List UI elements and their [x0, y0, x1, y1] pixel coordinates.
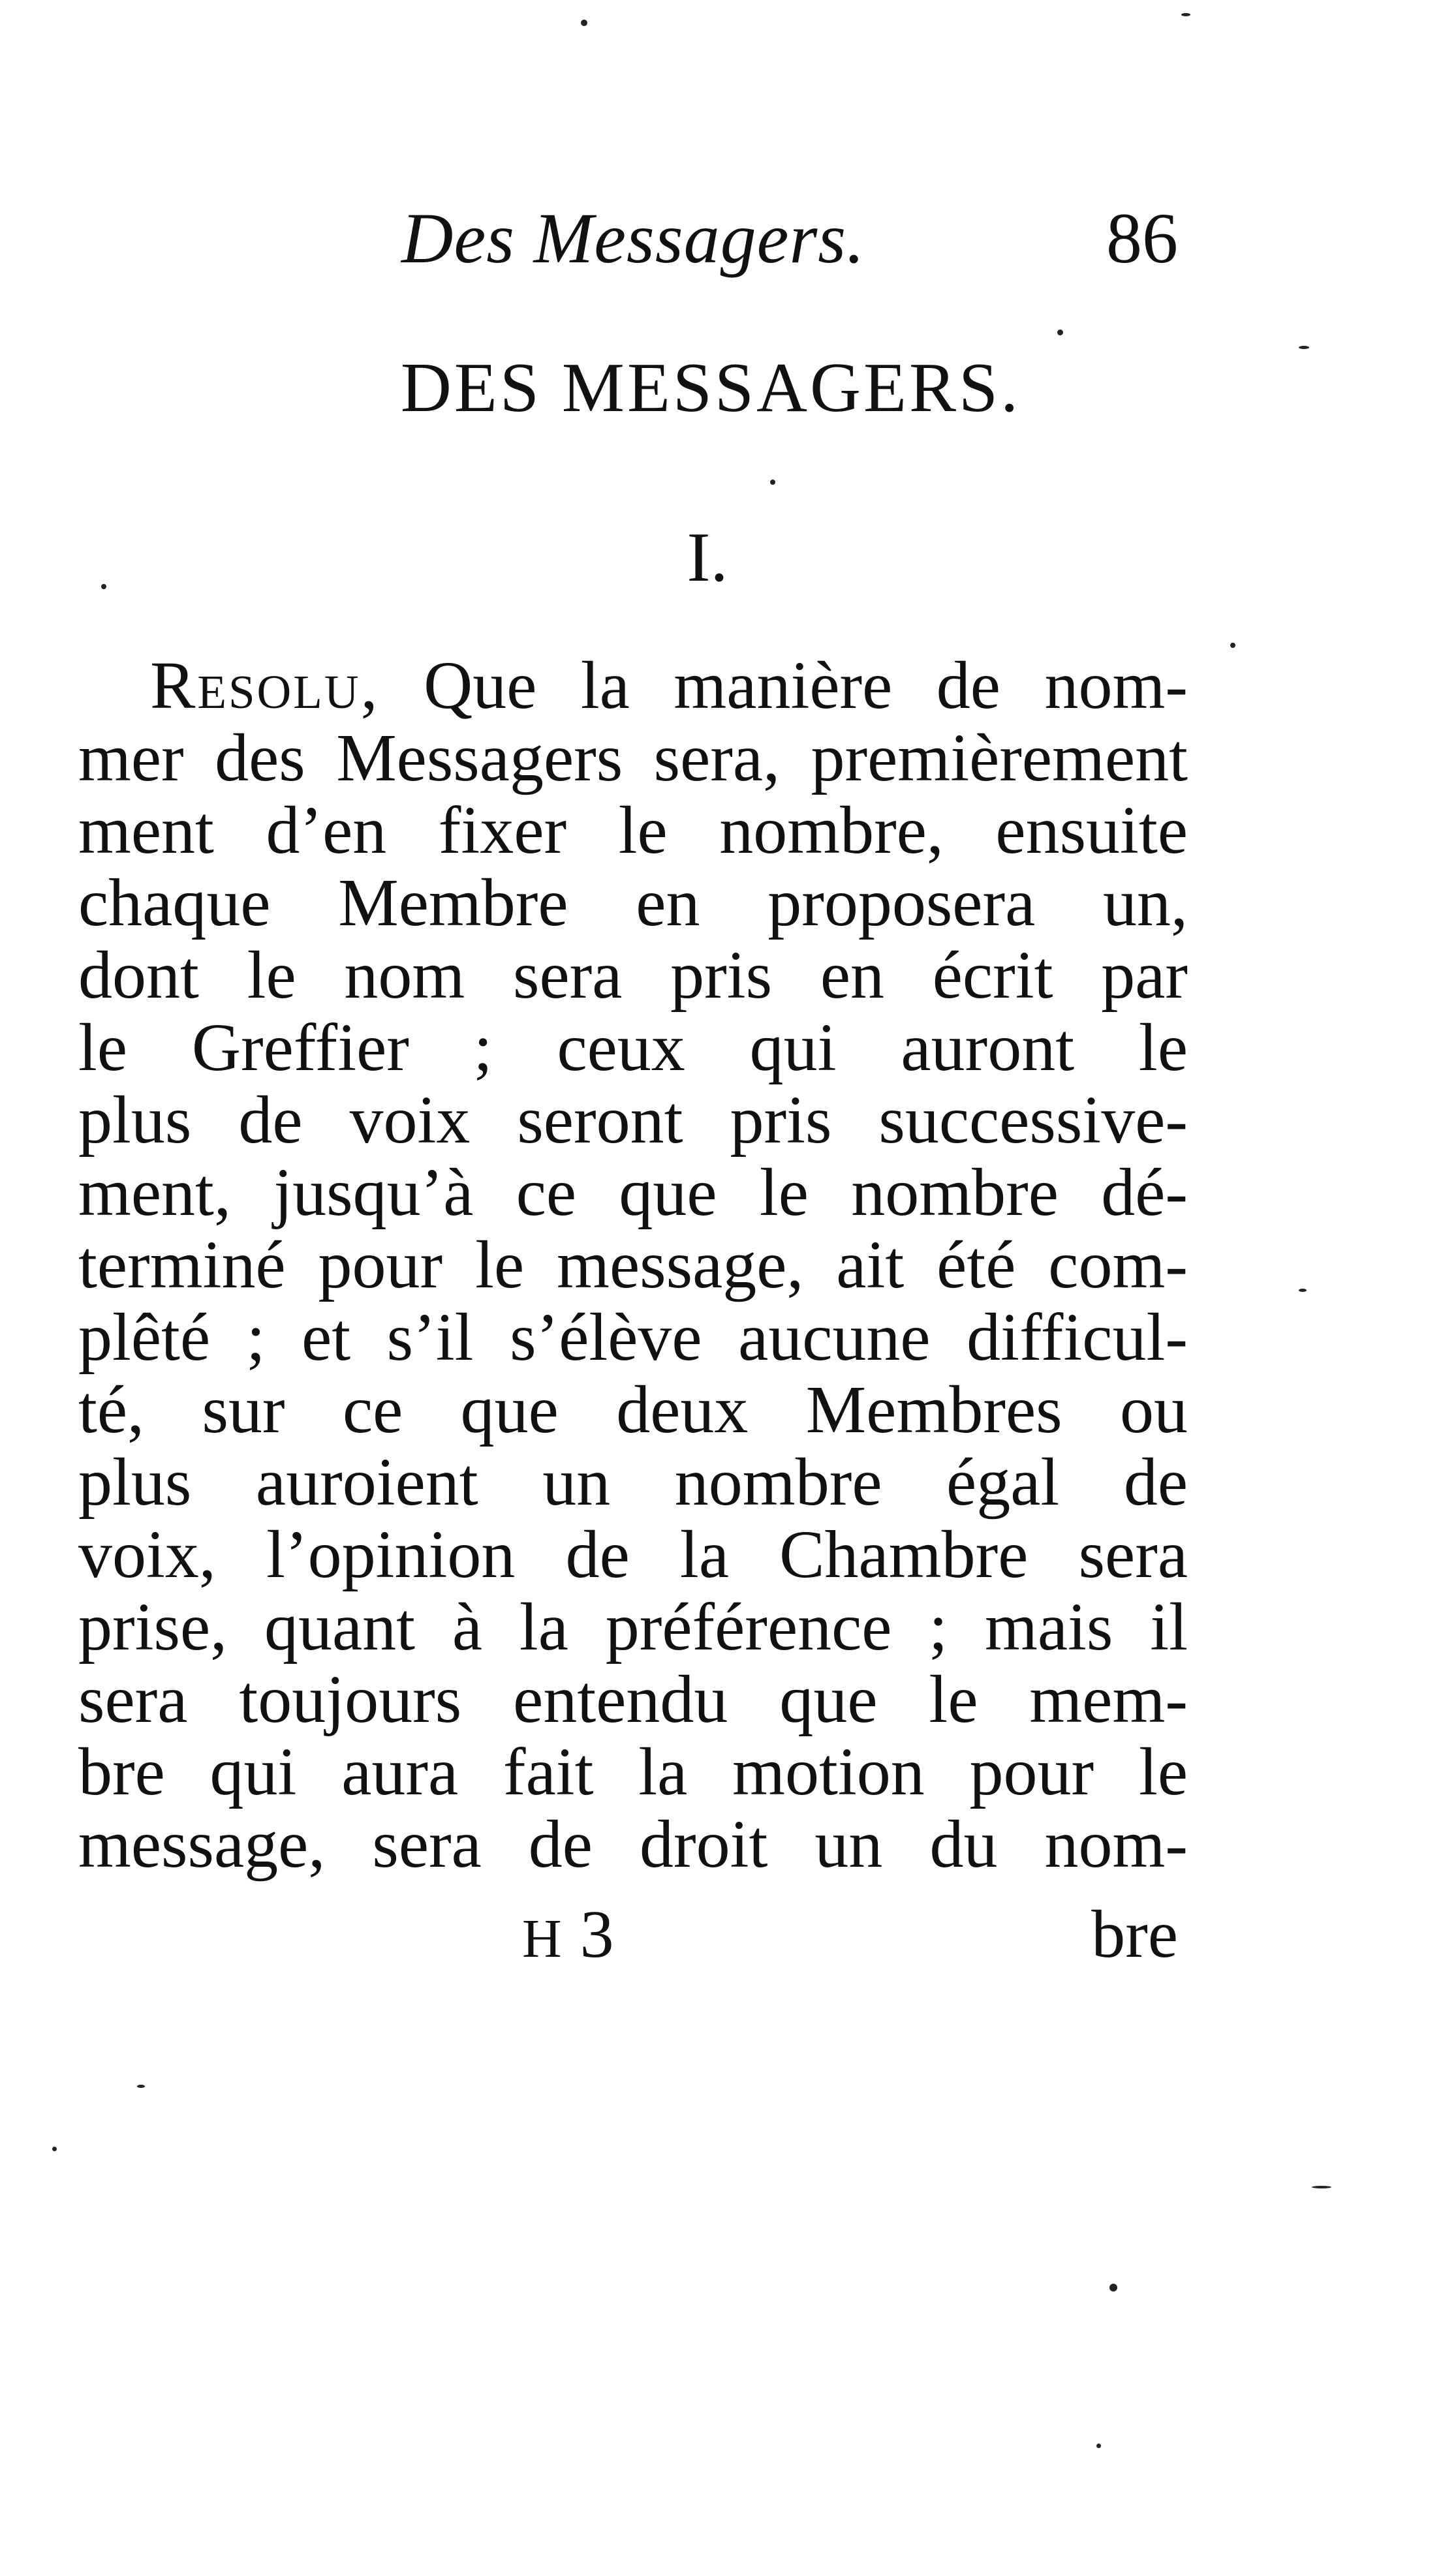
- scan-speck: [1312, 2186, 1331, 2188]
- scan-speck: [1299, 346, 1309, 349]
- paragraph-line: [78, 649, 1188, 722]
- paragraph-line: plus de voix seront pris successive-: [78, 1082, 1188, 1158]
- page-footer: [78, 1892, 1188, 1977]
- paragraph-line: prise, quant à la préférence ; mais il: [78, 1589, 1188, 1664]
- page-number: 86: [1106, 198, 1178, 278]
- signature-letter: H: [522, 1909, 563, 1969]
- article-number: I.: [687, 519, 728, 596]
- paragraph-line: voix, l’opinion de la Chambre sera: [78, 1517, 1188, 1592]
- scan-speck: [1299, 1289, 1307, 1292]
- scan-speck: [1057, 330, 1063, 335]
- scan-speck: [1181, 13, 1190, 16]
- paragraph-line: chaque Membre en proposera un,: [78, 865, 1188, 940]
- scan-speck: [1109, 2284, 1117, 2292]
- scan-speck: [1096, 2444, 1101, 2448]
- paragraph: [78, 649, 1188, 1880]
- scan-speck: [52, 2147, 57, 2151]
- paragraph-line: ment, jusqu’à ce que le nombre dé-: [78, 1155, 1188, 1230]
- paragraph-line: bre qui aura fait la motion pour le: [78, 1734, 1188, 1809]
- section-heading: DES MESSAGERS.: [400, 349, 1021, 427]
- paragraph-line: mer des Messagers sera, premièrement: [78, 720, 1188, 795]
- running-title: Des Messagers.: [401, 198, 865, 278]
- paragraph-line: le Greffier ; ceux qui auront le: [78, 1010, 1188, 1085]
- catchword: bre: [1091, 1897, 1178, 1972]
- scan-speck: [581, 20, 587, 26]
- scan-speck: [137, 2085, 145, 2088]
- scan-speck: [770, 480, 775, 485]
- paragraph-line: plêté ; et s’il s’élève aucune difficul-: [78, 1300, 1188, 1375]
- paragraph-line: sera toujours entendu que le mem-: [78, 1662, 1188, 1737]
- paragraph-line: té, sur ce que deux Membres ou: [78, 1372, 1188, 1447]
- signature-number: 3: [580, 1897, 614, 1972]
- lead-word: Resolu,: [150, 648, 380, 723]
- signature-mark: [522, 1892, 614, 1982]
- line-text: Que la manière de nom-: [379, 648, 1188, 723]
- scan-speck: [1230, 643, 1235, 648]
- paragraph-line: plus auroient un nombre égal de: [78, 1445, 1188, 1520]
- paragraph-line: ment d’en fixer le nombre, ensuite: [78, 793, 1188, 868]
- scan-speck: [101, 584, 106, 589]
- running-head: [78, 196, 1188, 294]
- paragraph-line: message, sera de droit un du nom-: [78, 1807, 1188, 1882]
- paragraph-line: dont le nom sera pris en écrit par: [78, 938, 1188, 1013]
- paragraph-line: terminé pour le message, ait été com-: [78, 1227, 1188, 1302]
